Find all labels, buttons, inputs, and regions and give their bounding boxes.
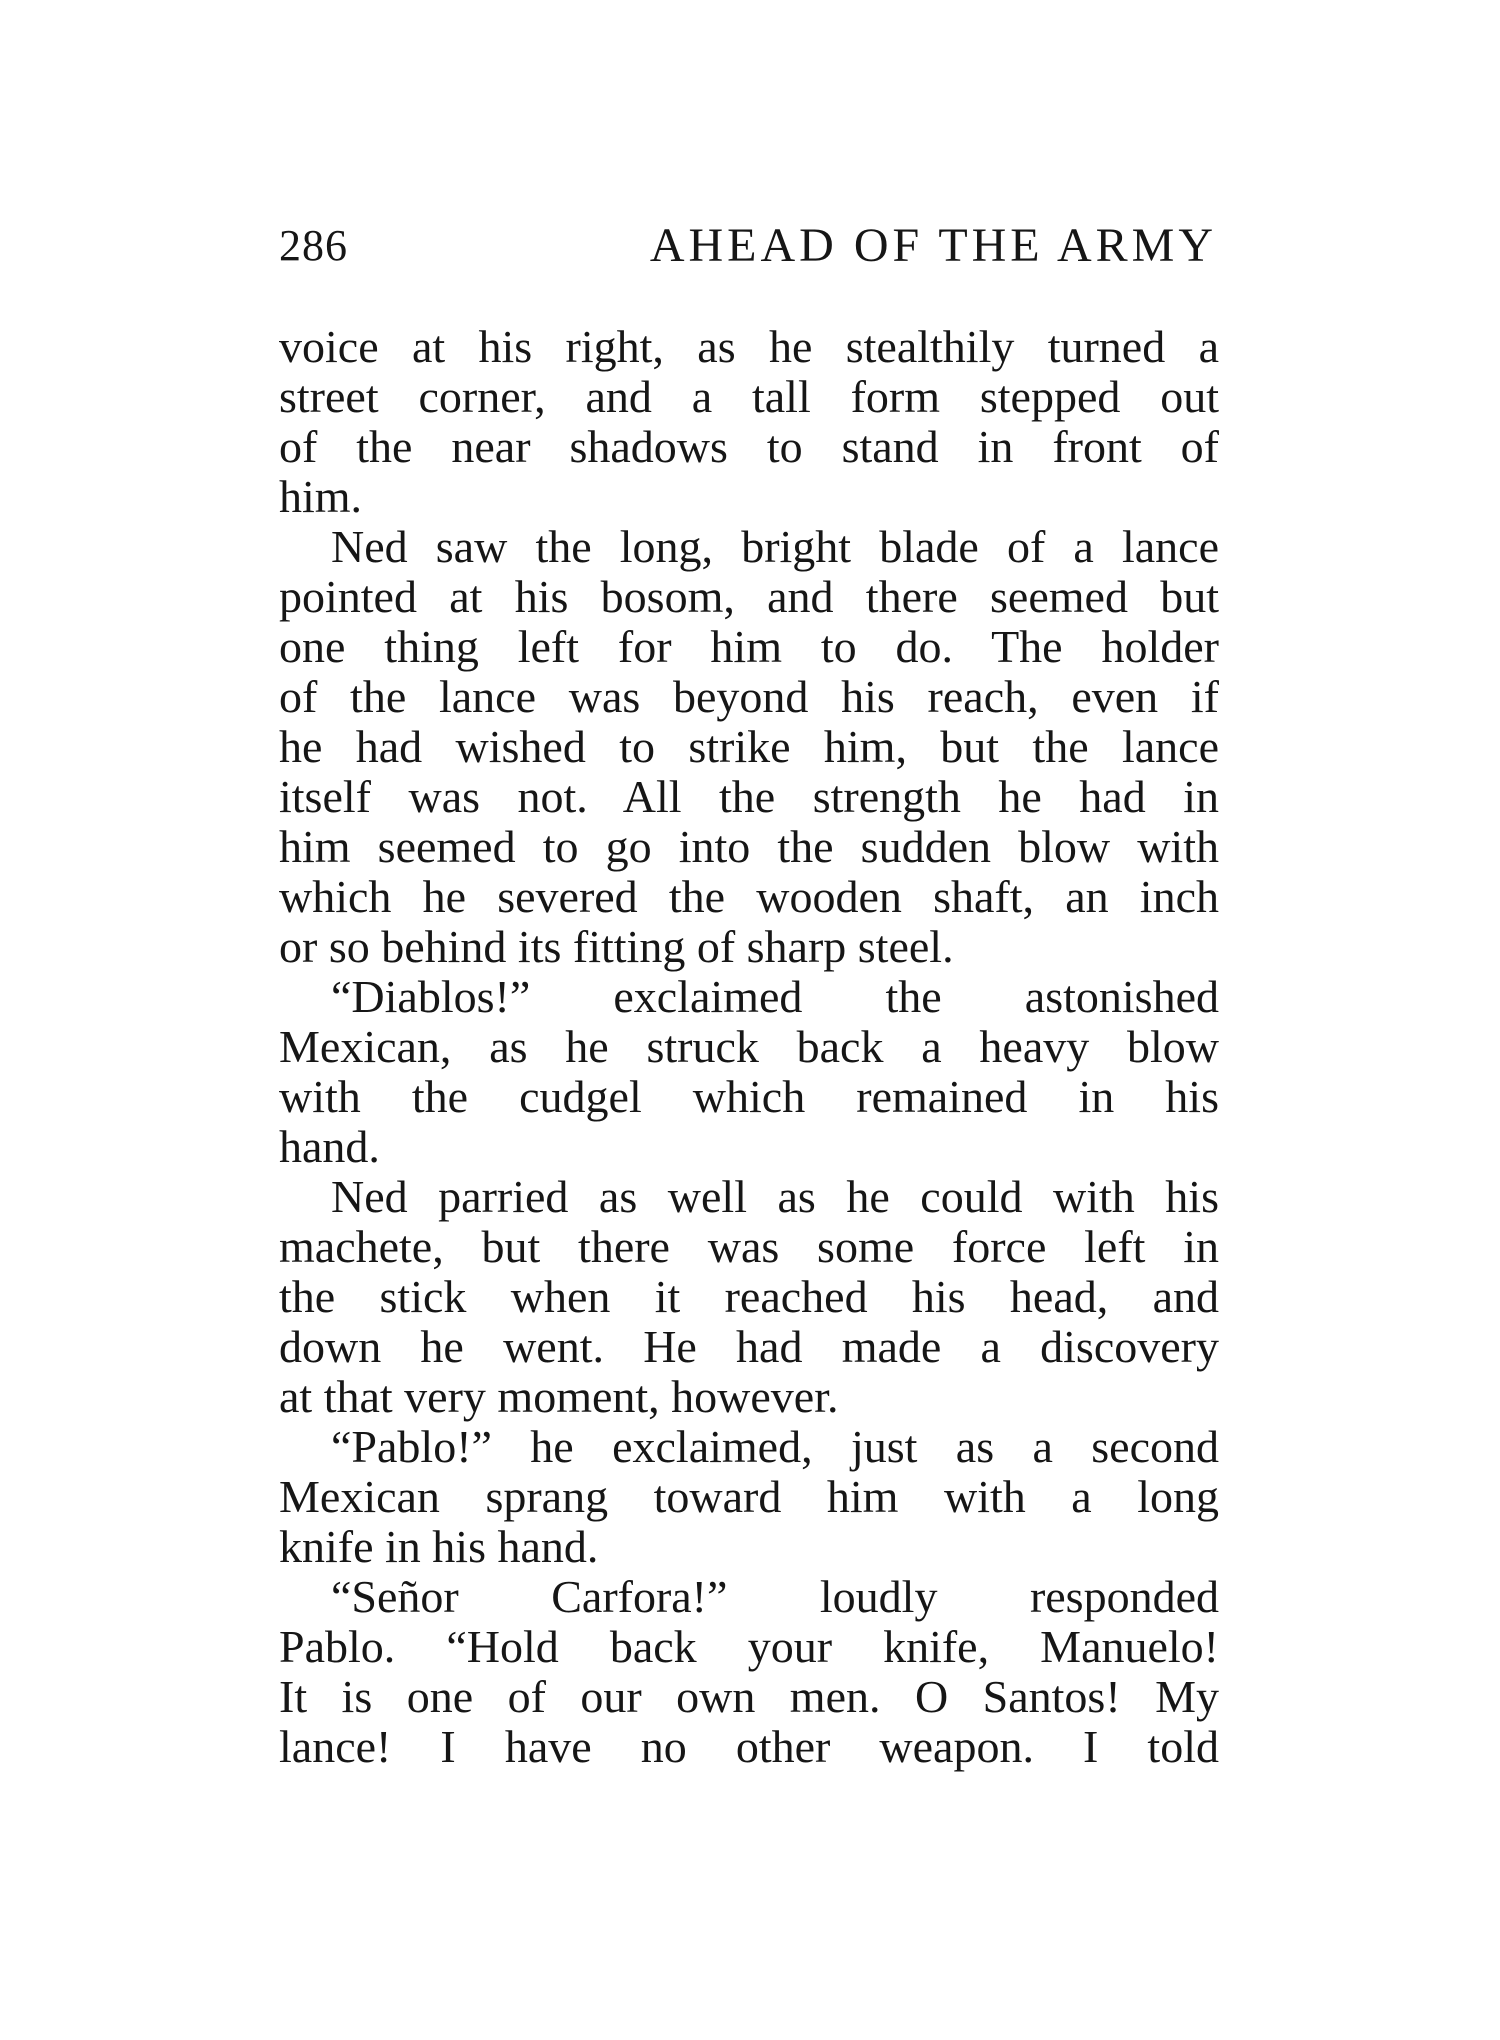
text-line: Pablo. “Hold back your knife, Manuelo! [279, 1621, 1219, 1672]
text-line: knife in his hand. [279, 1521, 599, 1572]
text-line: with the cudgel which remained in his [279, 1071, 1219, 1122]
text-line: Ned parried as well as he could with his [331, 1171, 1219, 1222]
text-line: pointed at his bosom, and there seemed but [279, 571, 1219, 622]
text-line: which he severed the wooden shaft, an inch [279, 871, 1219, 922]
page-number: 286 [279, 221, 348, 270]
text-line: “Diablos!” exclaimed the astonished [331, 971, 1219, 1022]
text-line: itself was not. All the strength he had in [279, 771, 1219, 822]
text-line: “Señor Carfora!” loudly responded [331, 1571, 1219, 1622]
text-line: lance! I have no other weapon. I told [279, 1721, 1219, 1772]
text-line: one thing left for him to do. The holder [279, 621, 1219, 672]
text-line: down he went. He had made a discovery [279, 1321, 1219, 1372]
text-line: Ned saw the long, bright blade of a lance [331, 521, 1219, 572]
text-line: machete, but there was some force left in [279, 1221, 1219, 1272]
text-line: It is one of our own men. O Santos! My [279, 1671, 1219, 1722]
text-line: him. [279, 471, 363, 522]
text-line: street corner, and a tall form stepped out [279, 371, 1219, 422]
body-text [279, 322, 1219, 1772]
text-line: of the lance was beyond his reach, even if [279, 671, 1219, 722]
text-line: hand. [279, 1121, 380, 1172]
text-line: Mexican, as he struck back a heavy blow [279, 1021, 1219, 1072]
text-line: of the near shadows to stand in front of [279, 421, 1219, 472]
running-head [279, 216, 1217, 276]
text-line: Mexican sprang toward him with a long [279, 1471, 1219, 1522]
text-line: the stick when it reached his head, and [279, 1271, 1219, 1322]
text-line: he had wished to strike him, but the lance [279, 721, 1219, 772]
running-title: AHEAD OF THE ARMY [649, 219, 1217, 272]
text-line: at that very moment, however. [279, 1371, 839, 1422]
text-line: him seemed to go into the sudden blow with [279, 821, 1219, 872]
text-line: or so behind its fitting of sharp steel. [279, 921, 954, 972]
text-line: “Pablo!” he exclaimed, just as a second [331, 1421, 1219, 1472]
text-line: voice at his right, as he stealthily turned a [279, 321, 1219, 372]
